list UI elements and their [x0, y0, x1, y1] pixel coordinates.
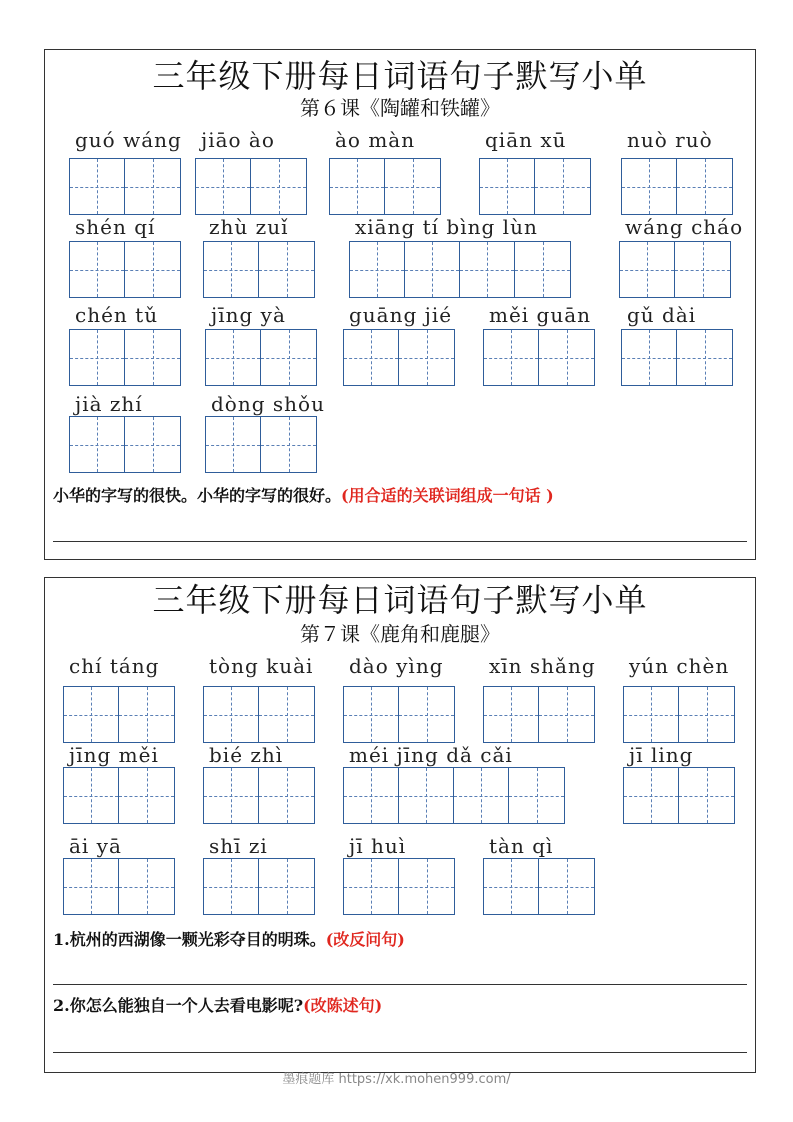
footer-watermark: 墨痕题库 https://xk.mohen999.com/ [282, 1072, 511, 1087]
writing-boxes[interactable] [483, 686, 595, 743]
answer-line[interactable] [53, 984, 747, 985]
word-pinyin: jī huì [349, 834, 407, 858]
writing-boxes[interactable] [483, 858, 595, 915]
writing-cell[interactable] [677, 330, 732, 385]
writing-cell[interactable] [125, 242, 180, 297]
writing-cell[interactable] [259, 687, 314, 742]
writing-cell[interactable] [125, 417, 180, 472]
writing-cell[interactable] [624, 768, 679, 823]
sentence-task [53, 932, 747, 948]
writing-boxes[interactable] [203, 686, 315, 743]
writing-cell[interactable] [125, 330, 180, 385]
writing-boxes[interactable] [479, 158, 591, 215]
word-pinyin: shén qí [75, 215, 156, 239]
word-pinyin: zhù zuǐ [209, 215, 289, 239]
word-pinyin: xiāng tí bìng lùn [355, 215, 538, 239]
writing-boxes[interactable] [69, 241, 181, 298]
writing-cell[interactable] [460, 242, 515, 297]
word-pinyin: guó wáng [75, 128, 182, 152]
writing-cell[interactable] [675, 242, 730, 297]
word-pinyin: nuò ruò [627, 128, 713, 152]
word-pinyin: shī zi [209, 834, 268, 858]
writing-cell[interactable] [405, 242, 460, 297]
lesson-title: 第７课《鹿角和鹿腿》 [300, 622, 500, 646]
writing-cell[interactable] [344, 330, 399, 385]
writing-boxes[interactable] [205, 329, 317, 386]
word-pinyin: jīng yà [211, 303, 286, 327]
writing-cell[interactable] [204, 768, 259, 823]
word-pinyin: jiāo ào [201, 128, 275, 152]
writing-boxes[interactable] [621, 329, 733, 386]
writing-boxes[interactable] [63, 767, 175, 824]
worksheet-title: 三年级下册每日词语句子默写小单 [152, 581, 648, 619]
word-pinyin: dào yìng [349, 654, 444, 678]
word-item [619, 217, 743, 301]
writing-cell[interactable] [399, 768, 454, 823]
sentence-text: 小华的字写的很快。小华的字写的很好。 [53, 486, 342, 505]
writing-boxes[interactable] [623, 686, 735, 743]
writing-cell[interactable] [399, 687, 454, 742]
worksheet-lesson-6 [44, 49, 756, 560]
writing-cell[interactable] [454, 768, 509, 823]
writing-boxes[interactable] [203, 767, 315, 824]
word-pinyin: āi yā [69, 834, 122, 858]
writing-boxes[interactable] [343, 767, 565, 824]
sentence-task [53, 488, 747, 504]
writing-cell[interactable] [261, 417, 316, 472]
writing-boxes[interactable] [483, 329, 595, 386]
writing-boxes[interactable] [623, 767, 735, 824]
writing-cell[interactable] [344, 768, 399, 823]
writing-cell[interactable] [539, 859, 594, 914]
writing-boxes[interactable] [69, 329, 181, 386]
word-pinyin: gǔ dài [627, 303, 697, 327]
writing-cell[interactable] [119, 768, 174, 823]
word-pinyin: dòng shǒu [211, 392, 325, 416]
writing-cell[interactable] [515, 242, 570, 297]
sentence-instruction: (改反问句) [325, 930, 405, 949]
word-pinyin: jī ling [629, 743, 694, 767]
writing-boxes[interactable] [203, 241, 315, 298]
writing-cell[interactable] [206, 330, 261, 385]
sentence-instruction: (用合适的关联词组成一句话 ) [341, 486, 554, 505]
writing-cell[interactable] [64, 687, 119, 742]
writing-cell[interactable] [204, 687, 259, 742]
writing-cell[interactable] [70, 159, 125, 214]
word-pinyin: bié zhì [209, 743, 284, 767]
writing-boxes[interactable] [343, 858, 455, 915]
writing-cell[interactable] [64, 859, 119, 914]
writing-boxes[interactable] [349, 241, 571, 298]
writing-cell[interactable] [399, 859, 454, 914]
word-pinyin: jīng měi [69, 743, 159, 767]
writing-cell[interactable] [70, 417, 125, 472]
word-pinyin: guāng jié [349, 303, 453, 327]
sentence-text: 1.杭州的西湖像一颗光彩夺目的明珠。 [53, 930, 326, 949]
writing-cell[interactable] [70, 242, 125, 297]
word-pinyin: qiān xū [485, 128, 567, 152]
worksheet-title: 三年级下册每日词语句子默写小单 [152, 57, 648, 95]
writing-cell[interactable] [535, 159, 590, 214]
sentence-text: 2.你怎么能独自一个人去看电影呢? [53, 996, 304, 1015]
writing-boxes[interactable] [195, 158, 307, 215]
writing-cell[interactable] [484, 330, 539, 385]
writing-cell[interactable] [64, 768, 119, 823]
word-pinyin: chí táng [69, 654, 160, 678]
writing-boxes[interactable] [343, 329, 455, 386]
writing-cell[interactable] [204, 859, 259, 914]
word-pinyin: tòng kuài [209, 654, 314, 678]
word-pinyin: méi jīng dǎ cǎi [349, 743, 513, 767]
word-pinyin: xīn shǎng [489, 654, 596, 678]
worksheet-lesson-7 [44, 577, 756, 1073]
writing-cell[interactable] [509, 768, 564, 823]
writing-cell[interactable] [480, 159, 535, 214]
writing-boxes[interactable] [205, 416, 317, 473]
answer-line[interactable] [53, 1052, 747, 1053]
writing-boxes[interactable] [621, 158, 733, 215]
writing-cell[interactable] [259, 242, 314, 297]
writing-boxes[interactable] [69, 158, 181, 215]
writing-cell[interactable] [261, 330, 316, 385]
writing-cell[interactable] [125, 159, 180, 214]
writing-cell[interactable] [344, 859, 399, 914]
writing-cell[interactable] [620, 242, 675, 297]
writing-cell[interactable] [677, 159, 732, 214]
writing-cell[interactable] [622, 330, 677, 385]
writing-cell[interactable] [204, 242, 259, 297]
writing-boxes[interactable] [69, 416, 181, 473]
answer-line[interactable] [53, 541, 747, 542]
word-pinyin: wáng cháo [625, 217, 743, 239]
word-pinyin: jià zhí [75, 392, 143, 416]
writing-boxes[interactable] [329, 158, 441, 215]
writing-cell[interactable] [196, 159, 251, 214]
writing-cell[interactable] [385, 159, 440, 214]
writing-cell[interactable] [399, 330, 454, 385]
writing-cell[interactable] [70, 330, 125, 385]
word-pinyin: yún chèn [629, 654, 730, 678]
writing-cell[interactable] [679, 768, 734, 823]
sentence-instruction: (改陈述句) [303, 996, 383, 1015]
writing-boxes[interactable] [343, 686, 455, 743]
word-pinyin: ào màn [335, 128, 416, 152]
word-pinyin: tàn qì [489, 834, 554, 858]
writing-boxes[interactable] [63, 686, 175, 743]
writing-cell[interactable] [539, 687, 594, 742]
writing-cell[interactable] [119, 859, 174, 914]
writing-cell[interactable] [624, 687, 679, 742]
writing-cell[interactable] [679, 687, 734, 742]
writing-cell[interactable] [484, 859, 539, 914]
writing-boxes[interactable] [619, 241, 731, 298]
writing-boxes[interactable] [203, 858, 315, 915]
writing-cell[interactable] [330, 159, 385, 214]
writing-boxes[interactable] [63, 858, 175, 915]
writing-cell[interactable] [259, 859, 314, 914]
writing-cell[interactable] [344, 687, 399, 742]
writing-cell[interactable] [539, 330, 594, 385]
lesson-title: 第６课《陶罐和铁罐》 [300, 96, 500, 120]
word-pinyin: chén tǔ [75, 303, 159, 327]
writing-cell[interactable] [484, 687, 539, 742]
writing-cell[interactable] [251, 159, 306, 214]
writing-cell[interactable] [350, 242, 405, 297]
sentence-task [53, 998, 747, 1014]
writing-cell[interactable] [622, 159, 677, 214]
word-pinyin: měi guān [489, 303, 592, 327]
writing-cell[interactable] [206, 417, 261, 472]
writing-cell[interactable] [119, 687, 174, 742]
writing-cell[interactable] [259, 768, 314, 823]
